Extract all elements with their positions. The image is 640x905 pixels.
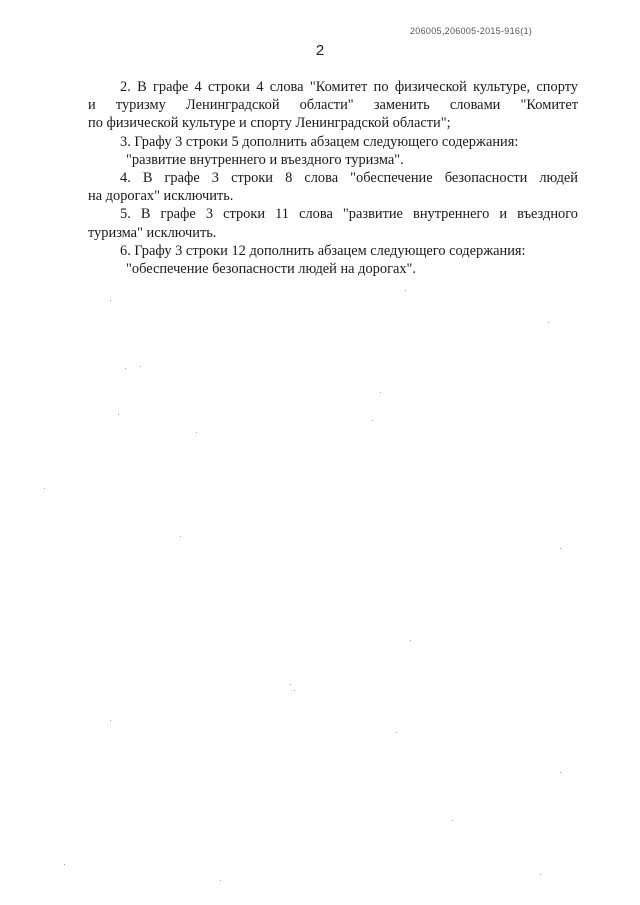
paragraph-item-6: 6. Графу 3 строки 12 дополнить абзацем следующего содержания:	[120, 242, 526, 259]
document-reference-number: 206005,206005-2015-916(1)	[410, 26, 533, 36]
paragraph-line: 2. В графе 4 строки 4 слова "Комитет по физической культуре, спорту	[120, 79, 578, 95]
paragraph-line: 5. В графе 3 строки 11 слова "развитие внутреннего и въездного	[120, 206, 578, 223]
paragraph-item-2	[88, 78, 578, 133]
quoted-addition-item-3: "развитие внутреннего и въездного туризма".	[126, 151, 404, 168]
paragraph-line: 4. В графе 3 строки 8 слова "обеспечение безопасности людей	[120, 170, 578, 187]
paragraph-line: туризма" исключить.	[88, 224, 217, 241]
paragraph-line: и туризму Ленинградской области" заменить словами "Комитет	[88, 97, 578, 114]
page-number: 2	[315, 42, 325, 59]
paragraph-item-4	[88, 169, 578, 205]
paragraph-item-3: 3. Графу 3 строки 5 дополнить абзацем следующего содержания:	[120, 133, 519, 150]
paragraph-line: на дорогах" исключить.	[88, 188, 234, 205]
document-body	[88, 78, 578, 278]
paragraph-line: по физической культуре и спорту Ленинградской области";	[88, 115, 451, 132]
quoted-addition-item-6: "обеспечение безопасности людей на дорогах".	[126, 261, 417, 278]
paragraph-item-5	[88, 205, 578, 241]
